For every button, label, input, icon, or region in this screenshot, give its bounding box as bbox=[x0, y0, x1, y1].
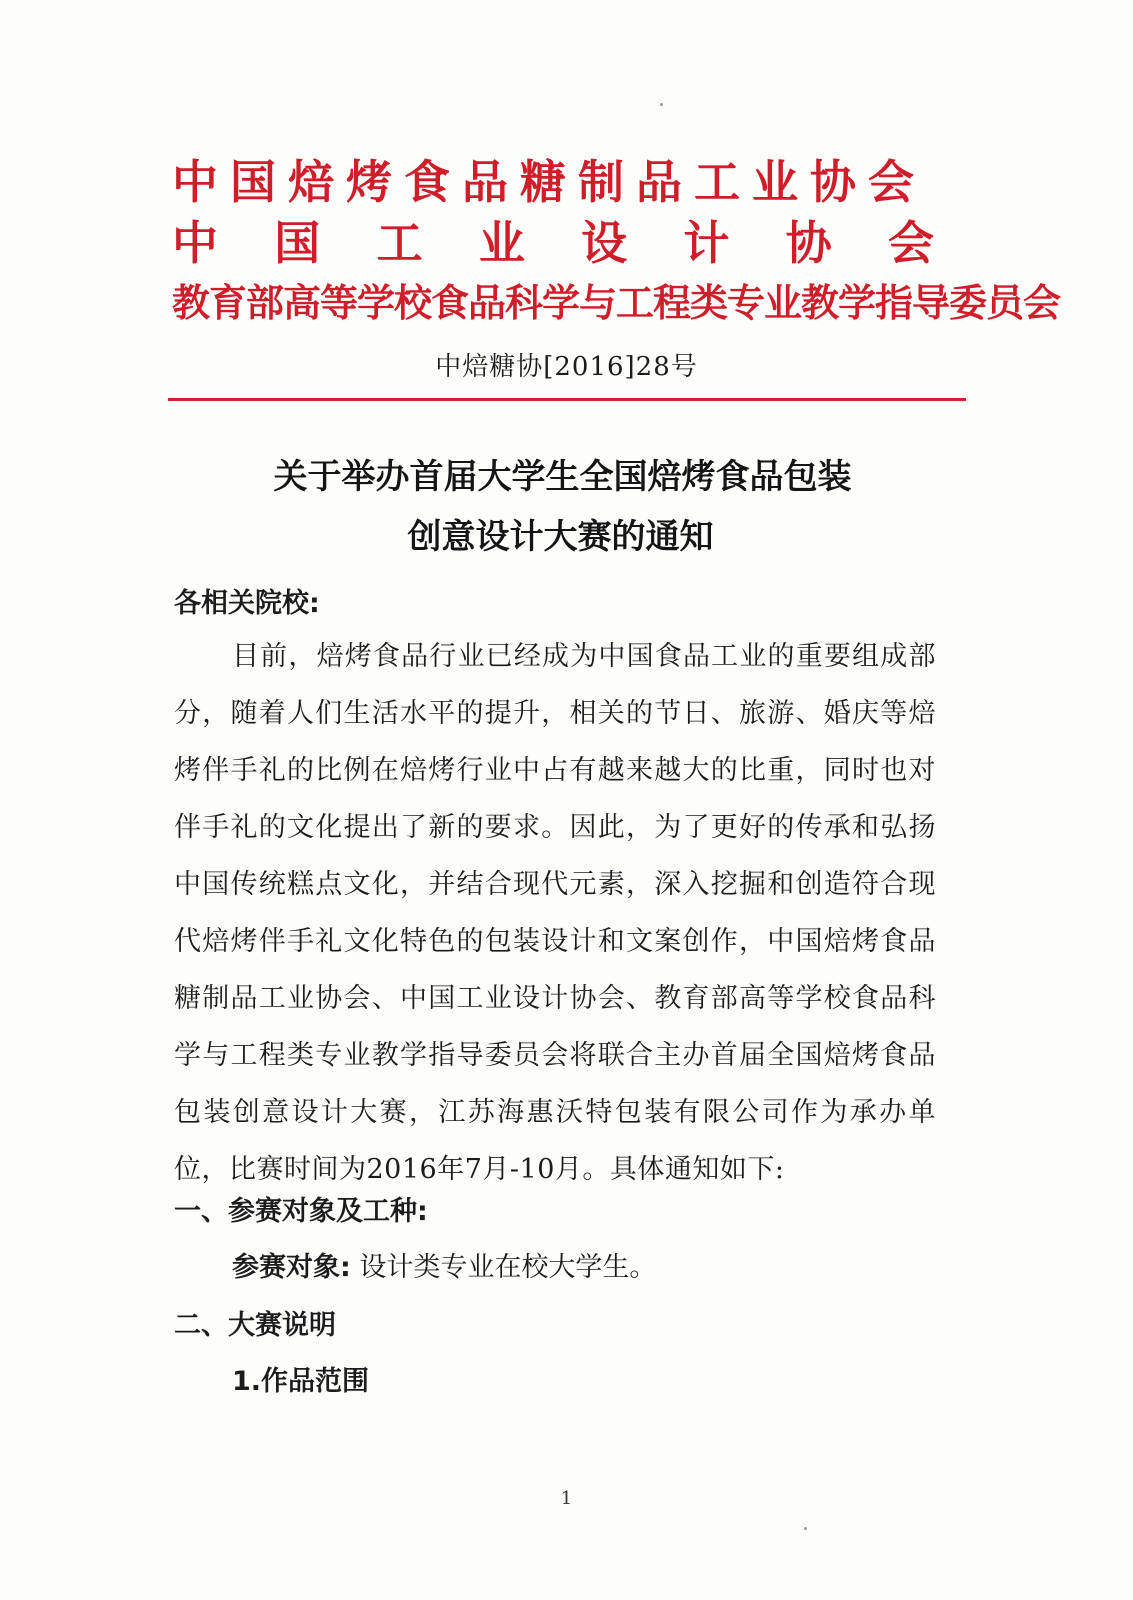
document-title-line-2: 创意设计大赛的通知 bbox=[407, 517, 714, 557]
page-number: 1 bbox=[560, 1488, 573, 1509]
participant-value: 设计类专业在校大学生。 bbox=[359, 1252, 657, 1283]
issuer-org-2-char: 业 bbox=[478, 216, 525, 270]
issuer-org-2-char: 国 bbox=[274, 216, 321, 270]
issuer-org-2-char: 设 bbox=[581, 216, 628, 270]
issuer-org-2-char: 协 bbox=[785, 216, 832, 270]
issuer-org-2-char: 工 bbox=[376, 216, 423, 270]
document-number bbox=[0, 346, 1133, 383]
participant-line bbox=[232, 1248, 656, 1288]
scan-speck bbox=[660, 103, 663, 106]
document-number-text: 中焙糖协[2016]28号 bbox=[435, 352, 698, 382]
issuer-org-1: 中国焙烤食品糖制品工业协会 bbox=[172, 155, 926, 209]
issuer-org-2 bbox=[172, 213, 934, 273]
salutation: 各相关院校: bbox=[174, 588, 320, 619]
intro-paragraph: 目前，焙烤食品行业已经成为中国食品工业的重要组成部分，随着人们生活水平的提升，相关的节日、旅游、婚庆等焙烤伴手礼的比例在焙烤行业中占有越来越大的比重，同时也对伴手礼的文化提出了新的要求。因此，为了更好的传承和弘扬中国传统糕点文化，并结合现代元素，深入挖掘和创造符合现代焙烤伴手礼文化特色的包装设计和文案创作，中国焙烤食品糖制品工业协会、中国工业设计协会、教育部高等学校食品科学与工程类专业教学指导委员会将联合主办首届全国焙烤食品包装创意设计大赛，江苏海惠沃特包装有限公司作为承办单位，比赛时间为2016年7月-10月。具体通知如下: bbox=[174, 641, 936, 1185]
section-2-subheading: 1.作品范围 bbox=[232, 1366, 370, 1397]
document-title-line-1: 关于举办首届大学生全国焙烤食品包装 bbox=[273, 457, 852, 497]
issuer-org-3: 教育部高等学校食品科学与工程类专业教学指导委员会 bbox=[172, 281, 1061, 325]
section-1-heading: 一、参赛对象及工种: bbox=[174, 1196, 428, 1227]
section-2-heading: 二、大赛说明 bbox=[174, 1310, 336, 1341]
header-divider bbox=[168, 398, 966, 401]
issuer-org-2-char: 中 bbox=[172, 216, 218, 270]
participant-label: 参赛对象: bbox=[232, 1252, 351, 1283]
scan-speck bbox=[804, 1527, 807, 1530]
issuer-org-2-char: 计 bbox=[683, 216, 730, 270]
issuer-org-2-char: 会 bbox=[887, 216, 934, 270]
